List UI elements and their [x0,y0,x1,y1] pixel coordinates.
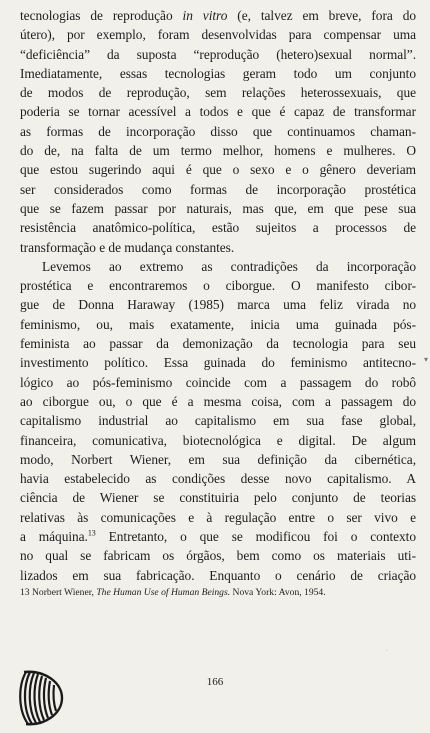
footnote-author: Norbert Wiener, [32,587,94,598]
text-line: a máquina.$^{13}$ Entretanto, o que se modificou foi o contexto [20,528,416,545]
text-line: de modos de reprodução, sem relações heterossexuais, que [20,85,416,101]
text-line: gue de Donna Haraway (1985) marca uma feliz virada no [20,297,416,313]
page-number: 166 [206,676,224,688]
text-line: financeira, comunicativa, biotecnológica e digital. De algum [20,432,416,448]
text-line: do de, na falta de um termo melhor, homens e mulheres. O [20,143,416,159]
text-line: relativas às comunicações e à regulação entre o ser vivo e [20,509,416,525]
footnote-number: 13 [20,587,30,598]
footnote [20,586,416,599]
footnote-title: The Human Use of Human Beings. [96,587,231,598]
text-line: ao ciborgue ou, o que é a mesma coisa, com a passagem do [20,393,416,409]
text-line: feminismo, ou, mais exatamente, inicia uma guinada pós- [20,316,416,332]
text-line: ser considerados como formas de incorporação prostética [20,181,416,197]
text-line: lógico ao pós-feminismo coincide com a passagem do robô [20,374,416,390]
margin-mark: ▾ [424,355,429,364]
body-text [20,6,416,585]
text-line: as formas de incorporação disso que continuamos chaman- [20,123,416,139]
text-line: resistência anatômico-política, estão sujeitos a processos de [20,220,416,236]
text-line: feminista ao passar da demonização da tecnologia para seu [20,336,416,352]
text-line: havia estabelecido as condições desse novo capitalismo. A [20,471,416,487]
text-line: lizados em sua fabricação. Enquanto o cenário de criação [20,567,416,583]
text-line: prostética e encontraremos o ciborgue. O manifesto cibor- [20,278,416,294]
text-line: ciência de Wiener se constituiria pelo conjunto de teorias [20,490,416,506]
text-line: no qual se fabricam os órgãos, bem como os materiais uti- [20,548,416,564]
text-line: capitalismo industrial ao capitalismo em sua fase global, [20,413,416,429]
margin-mark: · [386,648,388,654]
text-line: que estou sugerindo aqui é que o sexo e o gênero deveriam [20,162,416,178]
text-line: que se fazem passar por naturais, mas que, em que pese sua [20,200,416,216]
footnote-publisher: Nova York: Avon, 1954. [232,587,326,598]
text-line: útero), por exemplo, foram desenvolvidas para compensar uma [20,27,416,43]
text-line: Levemos ao extremo as contradições da incorporação [42,258,416,274]
text-line: “deficiência” da suposta “reprodução (hetero)sexual normal”. [20,46,416,62]
text-line: Imediatamente, essas tecnologias geram todo um conjunto [20,65,416,81]
text-line: investimento político. Essa guinada do feminismo antitecno- [20,355,416,371]
text-line: modo, Norbert Wiener, em sua definição da cibernética, [20,451,416,467]
text-line: transformação e de mudança constantes. [20,239,235,255]
text-line: poderia se tornar acessível a todos e que é capaz de transformar [20,104,416,120]
text-line: tecnologias de reprodução in vitro (e, talvez em breve, fora do [20,8,416,23]
